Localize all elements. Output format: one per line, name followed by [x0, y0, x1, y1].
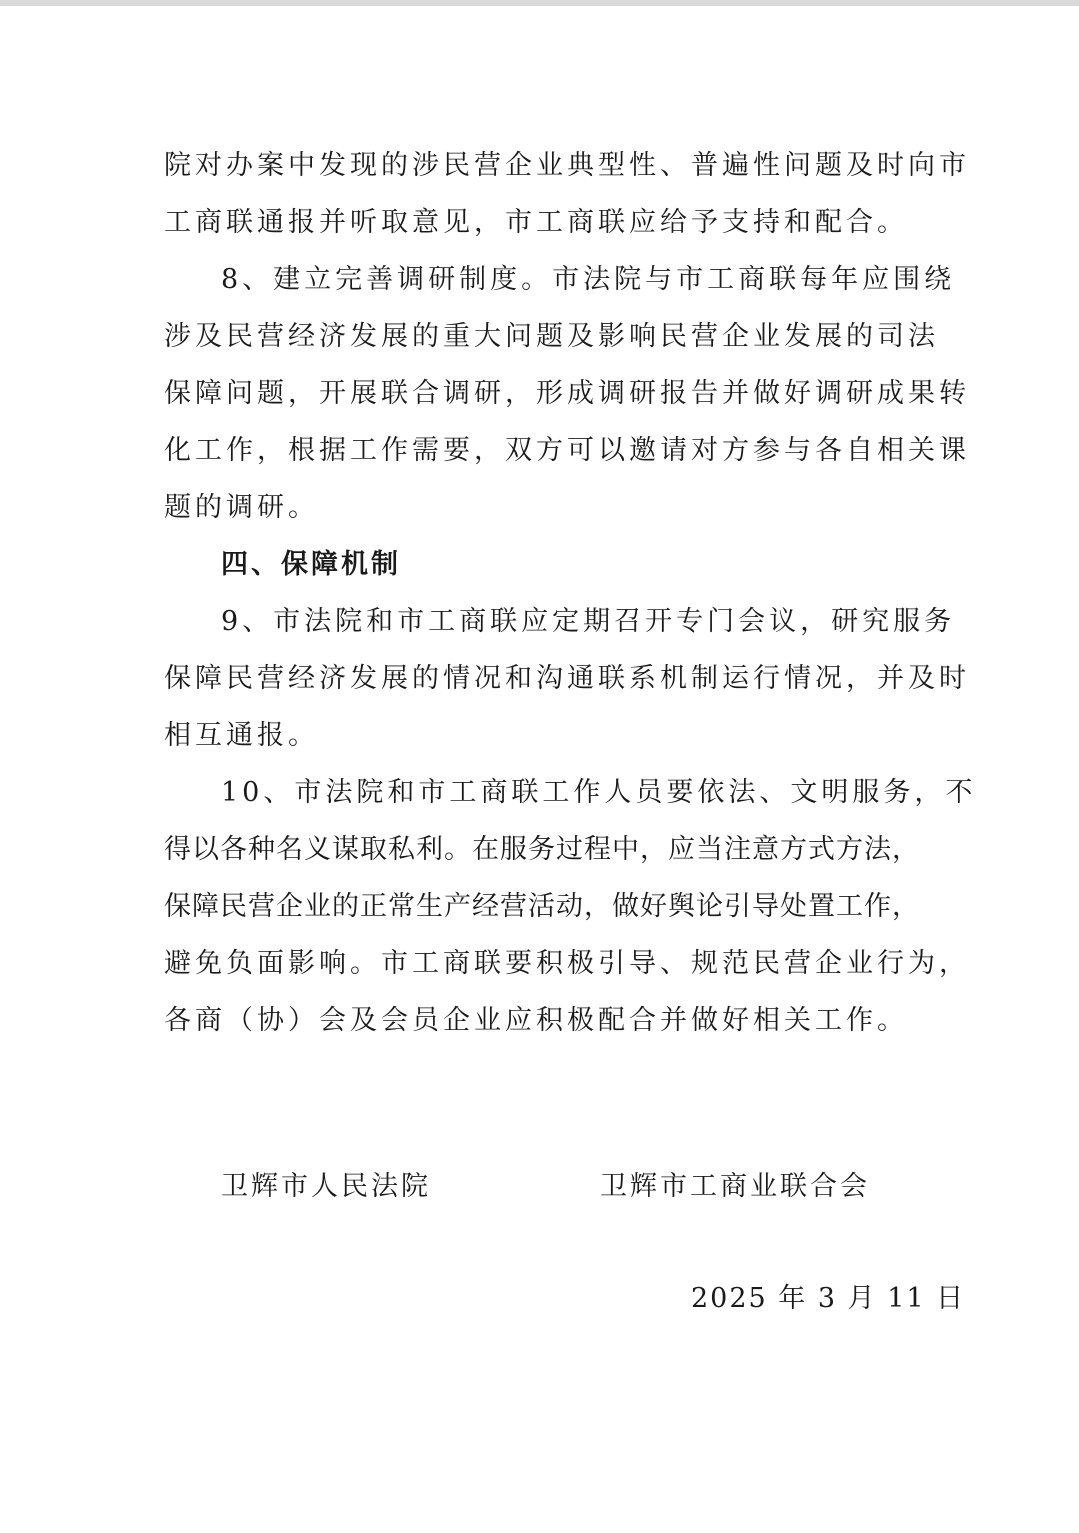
paragraph-9-line-2: 保障民营经济发展的情况和沟通联系机制运行情况，并及时	[164, 663, 970, 694]
paragraph-8-line-5: 题的调研。	[164, 492, 319, 523]
paragraph-7-line-3: 工商联通报并听取意见，市工商联应给予支持和配合。	[164, 207, 908, 238]
top-edge-bar	[0, 0, 1079, 6]
paragraph-10-line-3: 保障民营企业的正常生产经营活动，做好舆论引导处置工作，	[164, 891, 920, 922]
paragraph-8-line-4: 化工作，根据工作需要，双方可以邀请对方参与各自相关课	[164, 435, 970, 466]
paragraph-8-line-3: 保障问题，开展联合调研，形成调研报告并做好调研成果转	[164, 378, 970, 409]
document-body	[164, 137, 977, 1049]
paragraph-8-line-2: 涉及民营经济发展的重大问题及影响民营企业发展的司法	[164, 321, 939, 352]
signature-federation: 卫辉市工商业联合会	[600, 1171, 870, 1202]
paragraph-10-line-5: 各商（协）会及会员企业应积极配合并做好相关工作。	[164, 1005, 908, 1036]
document-date: 2025 年 3 月 11 日	[691, 1283, 966, 1314]
paragraph-10-line-1: 10、市法院和市工商联工作人员要依法、文明服务，不	[221, 777, 977, 808]
paragraph-10-line-2: 得以各种名义谋取私利。在服务过程中，应当注意方式方法，	[164, 834, 920, 865]
section-heading-guarantee: 四、保障机制	[221, 549, 401, 580]
paragraph-10-line-4: 避免负面影响。市工商联要积极引导、规范民营企业行为，	[164, 948, 970, 979]
paragraph-9-line-1: 9、市法院和市工商联应定期召开专门会议，研究服务	[221, 606, 956, 637]
signature-court: 卫辉市人民法院	[221, 1171, 431, 1202]
paragraph-9-line-3: 相互通报。	[164, 720, 319, 751]
signature-row	[0, 1158, 1079, 1215]
paragraph-7-line-2: 院对办案中发现的涉民营企业典型性、普遍性问题及时向市	[164, 150, 970, 181]
paragraph-8-line-1: 8、建立完善调研制度。市法院与市工商联每年应围绕	[221, 264, 956, 295]
